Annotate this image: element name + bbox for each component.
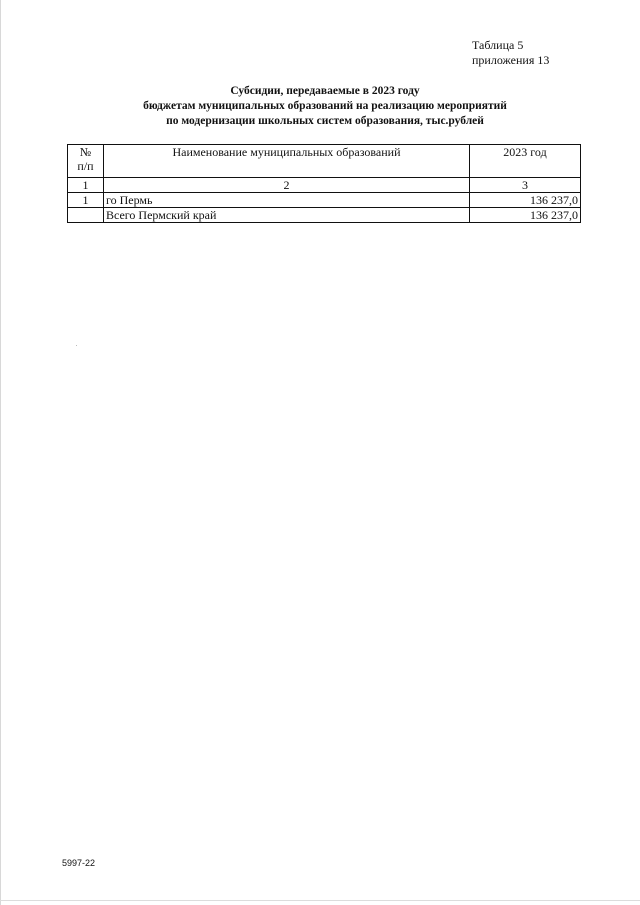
table-reference bbox=[472, 38, 549, 68]
table-total-row bbox=[68, 208, 581, 223]
row-value: 136 237,0 bbox=[470, 193, 581, 208]
table-label: Таблица 5 bbox=[472, 38, 524, 52]
subsidy-table bbox=[67, 144, 581, 223]
index-cell: 2 bbox=[104, 178, 470, 193]
header-number bbox=[68, 145, 104, 178]
header-number-symbol: № bbox=[79, 145, 92, 159]
appendix-label: приложения 13 bbox=[472, 53, 550, 67]
table-index-row bbox=[68, 178, 581, 193]
index-cell: 3 bbox=[470, 178, 581, 193]
document-title bbox=[60, 84, 590, 129]
row-number: 1 bbox=[68, 193, 104, 208]
header-municipality-name: Наименование муниципальных образований bbox=[104, 145, 470, 178]
row-number bbox=[68, 208, 104, 223]
title-line-1: Субсидии, передаваемые в 2023 году bbox=[230, 85, 420, 97]
index-cell: 1 bbox=[68, 178, 104, 193]
title-line-3: по модернизации школьных систем образования, тыс.рублей bbox=[166, 115, 484, 127]
row-municipality: Всего Пермский край bbox=[104, 208, 470, 223]
table-header-row bbox=[68, 145, 581, 178]
page-edge-left bbox=[0, 0, 1, 905]
row-municipality: го Пермь bbox=[104, 193, 470, 208]
header-number-abbrev: п/п bbox=[77, 159, 94, 173]
document-code: 5997-22 bbox=[62, 858, 96, 868]
page-edge-bottom bbox=[0, 900, 640, 901]
title-line-2: бюджетам муниципальных образований на реализацию мероприятий bbox=[143, 100, 507, 112]
table-row bbox=[68, 193, 581, 208]
scan-speck bbox=[76, 345, 77, 346]
row-value: 136 237,0 bbox=[470, 208, 581, 223]
header-year: 2023 год bbox=[470, 145, 581, 178]
